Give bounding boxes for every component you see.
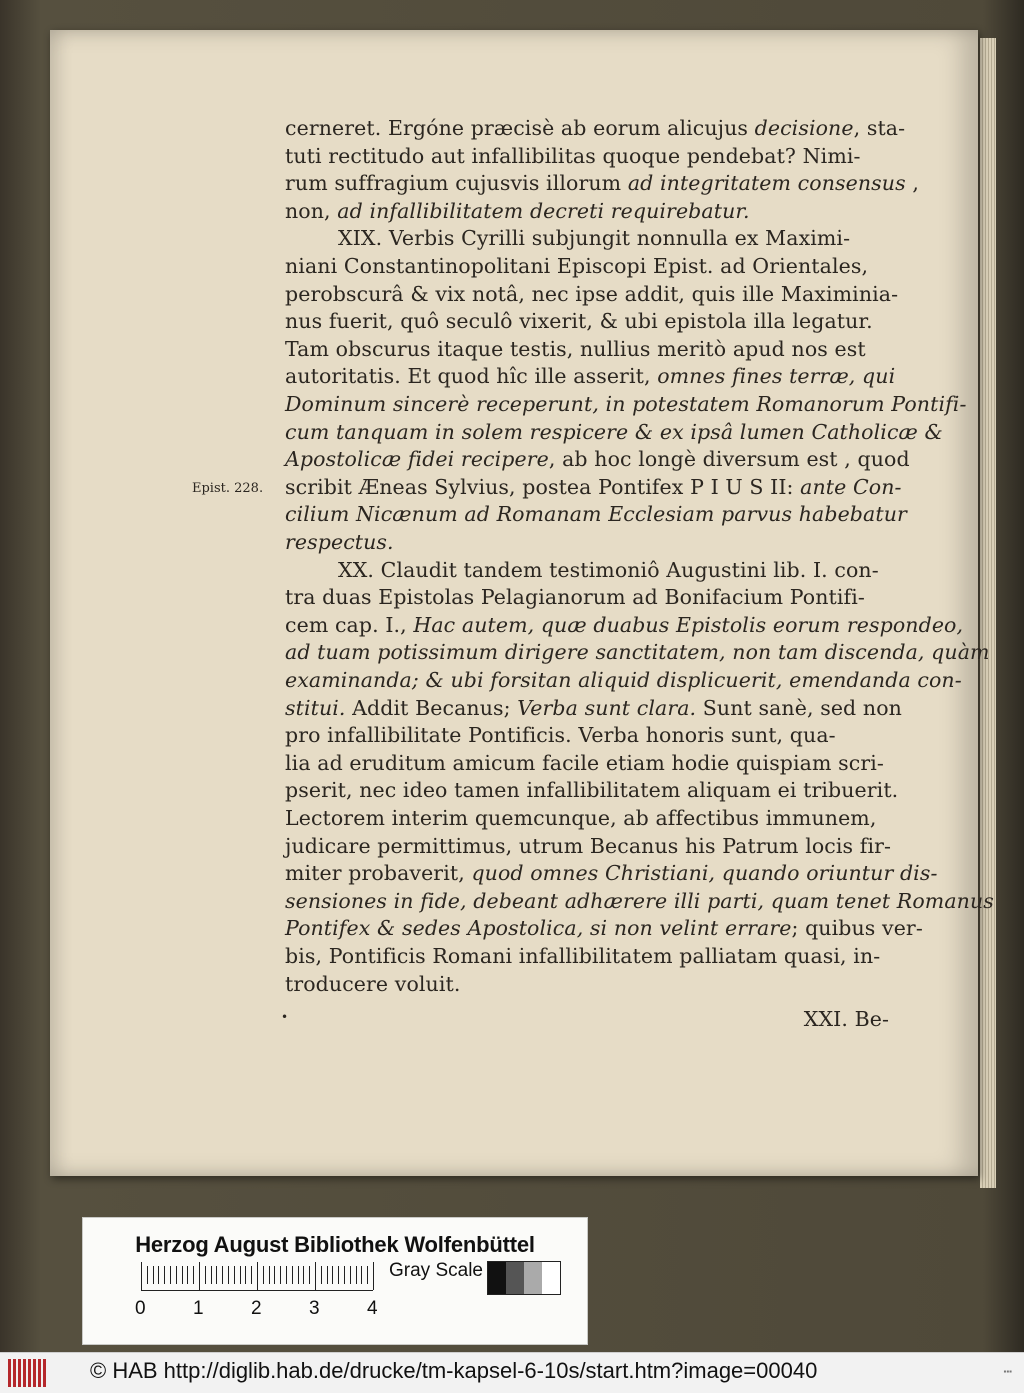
italic-segment: ad tuam potissimum dirigere sanctitatem, non tam discenda, quàm (285, 640, 990, 665)
library-title: Herzog August Bibliothek Wolfenbüttel (135, 1232, 535, 1257)
ruler-tick (338, 1266, 339, 1284)
italic-segment: Dominum sincerè receperunt, in potestatem Romanorum Pontifi- (285, 392, 967, 416)
scale-number: 2 (251, 1298, 262, 1319)
ruler-tick (234, 1266, 235, 1284)
italic-segment: stitui. (285, 695, 346, 720)
ruler-tick (141, 1262, 142, 1290)
gray-scale-label: Gray Scale (389, 1260, 483, 1281)
ruler-tick (182, 1266, 183, 1284)
italic-segment: ante Con- (800, 474, 902, 499)
gray-swatch (524, 1262, 542, 1294)
ruler-tick (327, 1266, 328, 1284)
text-line (285, 694, 902, 722)
ruler-tick (199, 1262, 200, 1290)
ornament-dot: • (281, 1010, 289, 1024)
text-line (285, 142, 861, 170)
text-line (285, 914, 923, 942)
text-segment: miter probaverit, (285, 861, 472, 886)
footer-bar (0, 1352, 1024, 1393)
text-line (285, 335, 866, 363)
text-line (285, 307, 873, 335)
ruler-tick (205, 1266, 206, 1284)
gray-scale-strip (487, 1261, 561, 1295)
scale-number: 3 (309, 1298, 320, 1319)
ruler-tick (147, 1266, 148, 1284)
text-segment: bis, Pontificis Romani infallibilitatem palliatam quasi, in- (285, 944, 881, 968)
text-segment: lia ad eruditum amicum facile etiam hodie quispiam scri- (285, 750, 884, 775)
ruler-tick (315, 1262, 316, 1290)
text-line (338, 224, 850, 252)
text-segment: rum suffragium cujusvis illorum (285, 171, 628, 196)
gray-swatch (506, 1262, 524, 1294)
text-line (285, 390, 966, 418)
ruler-baseline (141, 1290, 373, 1291)
text-segment: Addit Becanus; (345, 695, 518, 720)
text-line (285, 804, 876, 832)
text-segment: judicare permittimus, utrum Becanus his Patrum locis fir- (285, 833, 892, 858)
ruler-tick (269, 1266, 270, 1284)
footer-corner-mark: ▪▪▪ (1003, 1367, 1012, 1376)
text-line (285, 418, 943, 446)
scale-number: 0 (135, 1298, 146, 1319)
italic-segment: ad infallibilitatem decreti requirebatur. (337, 198, 750, 223)
ruler-tick (321, 1266, 322, 1284)
text-segment: autoritatis. Et quod hîc ille asserit, (285, 364, 658, 389)
measurement-ruler (141, 1262, 373, 1296)
text-line (285, 280, 898, 308)
text-segment: perobscurâ & vix notâ, nec ipse addit, quis ille Maximinia- (285, 281, 899, 306)
page-edge (980, 38, 996, 1188)
italic-segment: Apostolicæ fidei recipere (285, 447, 549, 472)
text-segment: cerneret. Ergóne præcisè ab eorum alicujus (285, 116, 755, 140)
text-line (285, 583, 865, 611)
gray-swatch (488, 1262, 506, 1294)
ruler-tick (187, 1266, 188, 1284)
text-line (285, 611, 963, 639)
text-segment: , sta- (853, 116, 906, 140)
text-line (285, 887, 994, 915)
ruler-tick (356, 1266, 357, 1284)
text-line (285, 970, 460, 998)
ruler-tick (361, 1266, 362, 1284)
ruler-tick (193, 1266, 194, 1284)
ruler-tick (280, 1266, 281, 1284)
footer-copyright-url[interactable]: © HAB http://diglib.hab.de/drucke/tm-kapsel-6-10s/start.htm?image=00040 (90, 1358, 818, 1383)
text-line (285, 776, 898, 804)
text-segment: XIX. Verbis Cyrilli subjungit nonnulla ex Maximi- (338, 226, 851, 251)
ruler-tick (257, 1262, 258, 1290)
text-line (285, 362, 895, 390)
ruler-tick (176, 1266, 177, 1284)
hab-logo-icon (8, 1359, 48, 1387)
text-segment: Tam obscurus itaque testis, nullius meritò apud nos est (285, 336, 866, 361)
text-segment: non, (285, 198, 338, 223)
text-segment: XX. Claudit tandem testimoniô Augustini lib. I. con- (338, 557, 879, 582)
ruler-tick (303, 1266, 304, 1284)
text-segment: pserit, nec ideo tamen infallibilitatem aliquam ei tribuerit. (285, 778, 899, 803)
ruler-tick (153, 1266, 154, 1284)
ruler-tick (292, 1266, 293, 1284)
text-segment: Sunt sanè, sed non (696, 695, 902, 720)
text-line (285, 528, 394, 556)
ruler-tick (298, 1266, 299, 1284)
text-line (285, 859, 938, 887)
text-line (285, 445, 910, 473)
italic-segment: sensiones in fide, debeant adhærere illi parti, quam tenet Romanus (285, 888, 994, 913)
text-segment: nus fuerit, quô seculô vixerit, & ubi epistola illa legatur. (285, 309, 873, 334)
ruler-tick (245, 1266, 246, 1284)
ruler-tick (373, 1262, 374, 1290)
text-line (285, 114, 905, 142)
scale-number: 1 (193, 1298, 204, 1319)
text-line (338, 556, 879, 584)
ruler-tick (367, 1266, 368, 1284)
italic-segment: Verba sunt clara. (517, 695, 697, 720)
ruler-tick (344, 1266, 345, 1284)
text-segment: niani Constantinopolitani Episcopi Epist. ad Orientales, (285, 254, 869, 278)
text-line (285, 169, 919, 197)
ruler-tick (158, 1266, 159, 1284)
text-segment: , (905, 171, 919, 196)
text-line (285, 749, 884, 777)
italic-segment: respectus. (285, 530, 394, 554)
text-segment: tuti rectitudo aut infallibilitas quoque pendebat? Nimi- (285, 143, 861, 168)
italic-segment: decisione (754, 116, 854, 140)
text-line (285, 473, 902, 501)
italic-segment: cilium Nicænum ad Romanam Ecclesiam parvus habebatur (285, 502, 907, 527)
color-target-card (82, 1217, 588, 1345)
text-line (285, 197, 750, 225)
text-segment: ; quibus ver- (791, 916, 923, 941)
text-segment: cem cap. I., (285, 612, 414, 637)
text-segment: , ab hoc longè diversum est , quod (548, 447, 910, 472)
ruler-tick (350, 1266, 351, 1284)
ruler-tick (251, 1266, 252, 1284)
ruler-tick (309, 1266, 310, 1284)
italic-segment: Pontifex & sedes Apostolica, si non velint errare (285, 916, 792, 941)
ruler-tick (332, 1266, 333, 1284)
text-line (285, 500, 907, 528)
ruler-tick (170, 1266, 171, 1284)
text-segment: tra duas Epistolas Pelagianorum ad Bonifacium Pontifi- (285, 585, 865, 610)
italic-segment: Hac autem, quæ duabus Epistolis eorum respondeo, (413, 612, 964, 637)
ruler-tick (211, 1266, 212, 1284)
text-segment: Lectorem interim quemcunque, ab affectibus immunem, (285, 806, 877, 830)
ruler-tick (222, 1266, 223, 1284)
italic-segment: ad integritatem consensus (627, 171, 906, 196)
text-line (285, 638, 990, 666)
ruler-tick (228, 1266, 229, 1284)
ruler-tick (164, 1266, 165, 1284)
ruler-tick (286, 1266, 287, 1284)
ruler-tick (216, 1266, 217, 1284)
ruler-tick (263, 1266, 264, 1284)
gray-swatch (542, 1262, 560, 1294)
italic-segment: cum tanquam in solem respicere & ex ipsâ lumen Catholicæ & (285, 419, 943, 444)
text-line (285, 666, 962, 694)
scale-number: 4 (367, 1298, 378, 1319)
text-segment: scribit Æneas Sylvius, postea Pontifex P I U S II: (285, 474, 801, 499)
text-line (285, 832, 891, 860)
text-line (285, 252, 868, 280)
text-segment: pro infallibilitate Pontificis. Verba honoris sunt, qua- (285, 723, 836, 748)
text-line (285, 942, 880, 970)
catchword: XXI. Be- (803, 1007, 889, 1031)
text-line (285, 721, 836, 749)
italic-segment: examinanda; & ubi forsitan aliquid displicuerit, emendanda con- (285, 668, 962, 692)
ruler-tick (240, 1266, 241, 1284)
ruler-tick (274, 1266, 275, 1284)
italic-segment: omnes fines terræ, qui (657, 364, 896, 389)
marginal-note: Epist. 228. (192, 481, 264, 496)
text-segment: troducere voluit. (285, 971, 461, 996)
italic-segment: quod omnes Christiani, quando oriuntur dis- (471, 861, 938, 886)
